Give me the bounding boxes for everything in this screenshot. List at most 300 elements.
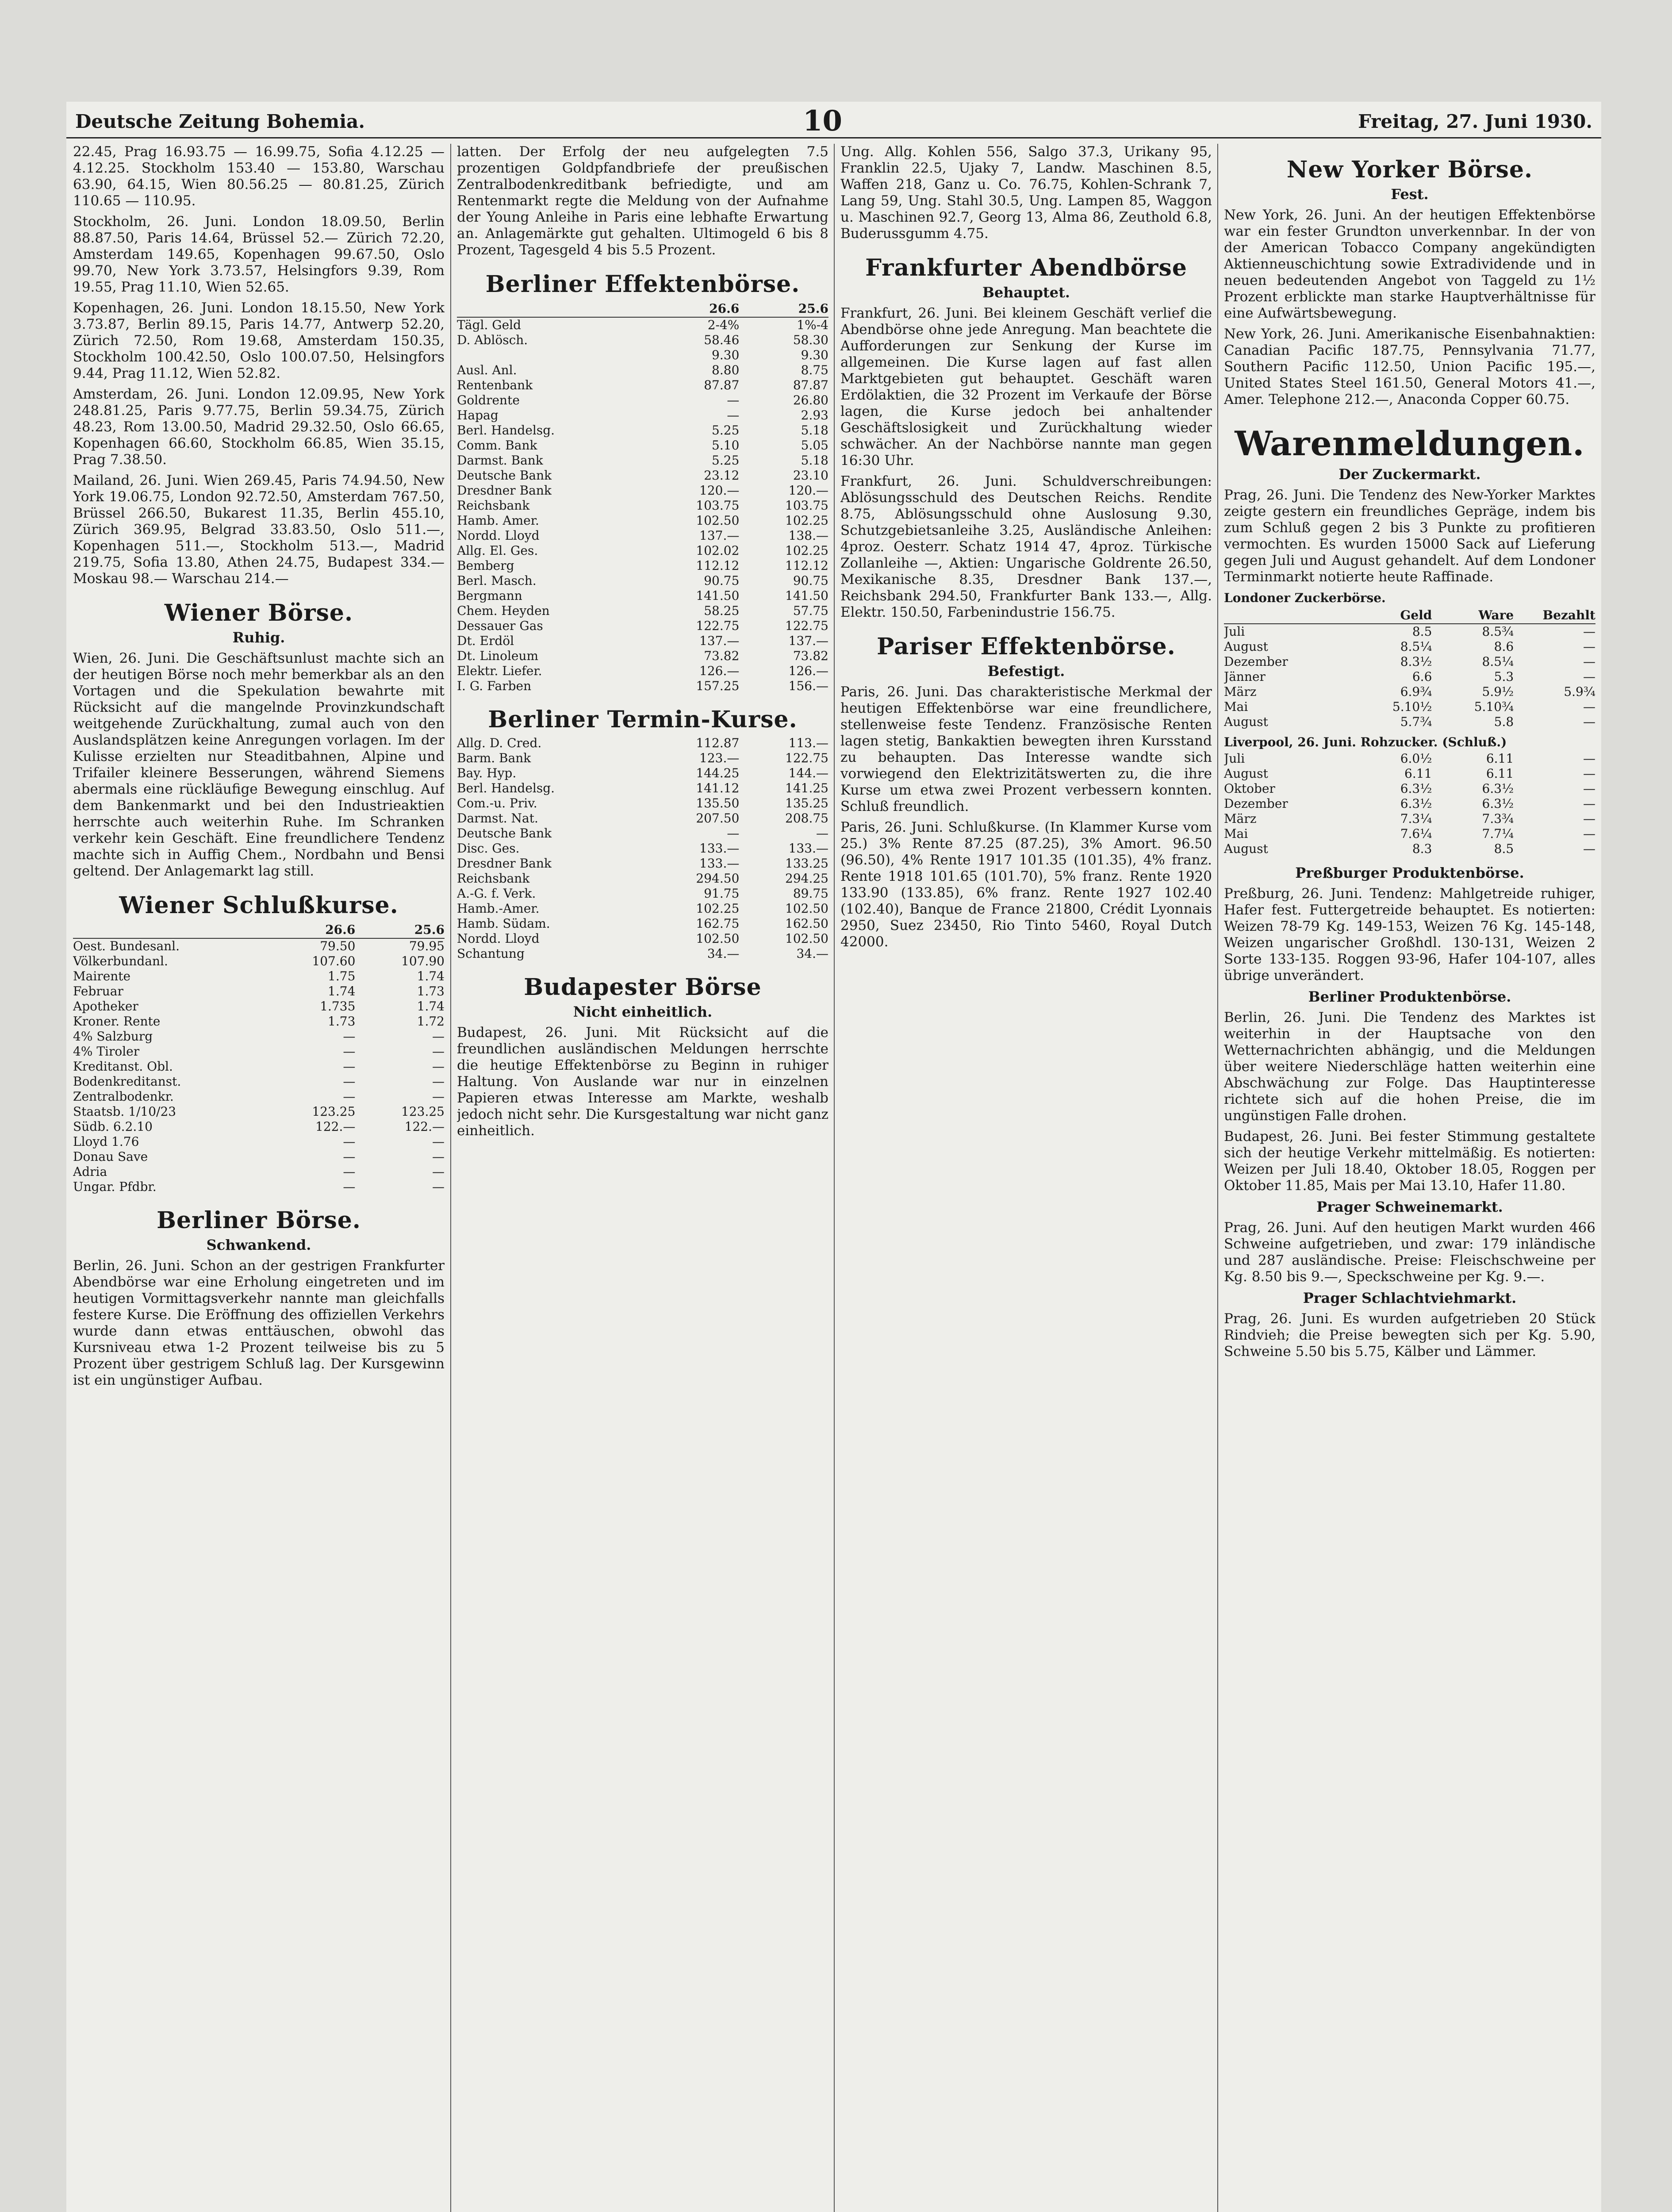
security-name: [457, 348, 650, 363]
quote-value: 102.25: [696, 901, 740, 916]
quote-value: 1.74: [417, 999, 445, 1014]
pariser-effektenboerse-subheading: Befestigt.: [987, 663, 1065, 680]
table-row: [457, 438, 828, 453]
quote-value: 73.82: [793, 649, 828, 663]
prager-schweinemarkt-heading: Prager Schweinemarkt.: [1316, 1198, 1503, 1215]
security-name: Kreditanst. Obl.: [73, 1059, 173, 1074]
security-name: Bemberg: [457, 558, 514, 573]
security-name: Oest. Bundesanl.: [73, 939, 180, 953]
security-name: Deutsche Bank: [457, 826, 552, 841]
table-row: [73, 1104, 445, 1119]
table-row: [73, 984, 445, 999]
quote-value: —: [432, 1134, 445, 1149]
column-rule: [1217, 144, 1218, 2212]
table-row: [73, 1149, 445, 1164]
quote-value: 135.25: [785, 796, 828, 810]
quote-value: 5.18: [801, 453, 828, 468]
security-name: Reichsbank: [457, 498, 530, 513]
price-value: 5.10¾: [1474, 699, 1514, 714]
quote-value: 141.25: [785, 781, 828, 795]
security-name: Kroner. Rente: [73, 1014, 161, 1029]
price-value: 7.7¼: [1482, 826, 1514, 841]
table-row: [457, 468, 828, 483]
security-name: A.-G. f. Verk.: [457, 886, 536, 901]
quote-value: —: [727, 408, 740, 422]
security-name: Disc. Ges.: [457, 841, 520, 856]
table-row: [457, 766, 828, 781]
security-name: Tägl. Geld: [457, 318, 522, 332]
table-row: [73, 1074, 445, 1089]
schlusskurse-table-header: 26.6 25.6: [73, 922, 445, 939]
quote-value: 1.73: [417, 984, 445, 998]
price-value: —: [1583, 699, 1595, 714]
quote-value: 90.75: [793, 573, 828, 588]
londoner-zuckerboerse-heading: Londoner Zuckerbörse.: [1224, 591, 1386, 605]
effekten-table: [457, 318, 828, 694]
table-row: [73, 969, 445, 984]
quote-value: 5.25: [712, 453, 740, 468]
table-row: [1224, 751, 1595, 766]
month-label: Dezember: [1224, 654, 1288, 669]
security-name: Dessauer Gas: [457, 618, 543, 633]
table-row: [1224, 699, 1595, 714]
security-name: Dt. Linoleum: [457, 649, 539, 663]
price-value: 6.11: [1486, 766, 1514, 781]
berliner-boerse-heading: Berliner Börse.: [157, 1207, 361, 1234]
quote-value: —: [727, 393, 740, 407]
quote-value: 133.—: [788, 841, 828, 856]
table-row: [73, 954, 445, 969]
security-name: Allg. El. Ges.: [457, 543, 538, 558]
quote-value: 79.95: [409, 939, 445, 953]
berlin-market-text: latten. Der Erfolg der neu aufgelegten 7.5 prozentigen Goldpfandbriefe der preußischen Zentralbodenkreditbank befriedigte, und am Rentenmarkt regte die Meldung von der Aufnahme der Young Anleihe in Paris eine lebhafte Erwartung an. Anlagemärkte gut gehalten. Ultimogeld 6 bis 8 Prozent, Tagesgeld 4 bis 5.5 Prozent.: [457, 144, 828, 258]
column-rule: [450, 144, 451, 2212]
security-name: Schantung: [457, 946, 525, 961]
security-name: Lloyd 1.76: [73, 1134, 139, 1149]
quote-value: 1%-4: [797, 318, 828, 332]
price-value: 6.6: [1412, 669, 1432, 684]
quote-value: 91.75: [704, 886, 740, 901]
price-value: 6.0½: [1400, 751, 1432, 766]
quote-value: 8.75: [801, 363, 828, 377]
table-row: [1224, 624, 1595, 639]
table-row: [73, 1179, 445, 1194]
pariser-schlusskurse: Paris, 26. Juni. Schlußkurse. (In Klammer Kurse vom 25.) 3% Rente 87.25 (87.25), 3% Amort. 96.50 (96.50), 4% Rente 1917 101.35 (101.35), 4% franz. Rente 1918 101.65 (101.70), 5% franz. Rente 1920 133.90 (133.85), 6% franz. Rente 1927 102.40 (102.40), Banque de France 21800, Crédit Lyonnais 2950, Suez 23450, Rio Tinto 5460, Royal Dutch 42000.: [840, 819, 1212, 950]
berliner-boerse-subheading: Schwankend.: [206, 1237, 311, 1253]
table-row: [73, 1044, 445, 1059]
security-name: Chem. Heyden: [457, 603, 550, 618]
termin-table: [457, 736, 828, 961]
table-row: [457, 543, 828, 558]
quote-value: —: [343, 1134, 356, 1149]
price-value: 6.3½: [1400, 796, 1432, 811]
table-row: [1224, 766, 1595, 781]
berliner-produktenboerse-report: Berlin, 26. Juni. Die Tendenz des Marktes ist weiterhin in der Hauptsache von den Wetternachrichten abhängig, und die Meldungen über weitere Niederschläge hatten weiterhin eine Abschwächung zur Folge. Das Hauptinteresse richtete sich auf die hohen Preise, die im ungünstigen Falle drohen.: [1224, 1010, 1595, 1124]
month-label: März: [1224, 684, 1257, 699]
berliner-termin-kurse-heading: Berliner Termin-Kurse.: [488, 706, 798, 733]
security-name: Südb. 6.2.10: [73, 1119, 153, 1134]
quote-value: 102.50: [696, 931, 740, 946]
pariser-effektenboerse-report: Paris, 26. Juni. Das charakteristische Merkmal der heutigen Effektenbörse war eine freundlichere, stellenweise feste Tendenz. Französische Renten lagen stetig, Bankaktien bewegten ihren Kursstand zu behaupten. Das Interesse wandte sich vorwiegend den Elektrizitätswerten zu, die ihre Kurse um etwa zwei Prozent verbessern konnten. Schluß freundlich.: [840, 684, 1212, 814]
month-label: August: [1224, 714, 1268, 729]
table-row: [1224, 841, 1595, 856]
security-name: Barm. Bank: [457, 751, 531, 765]
security-name: Berl. Handelsg.: [457, 781, 555, 795]
table-row: [457, 901, 828, 916]
quote-value: 1.73: [328, 1014, 356, 1029]
table-row: [73, 1164, 445, 1179]
price-value: —: [1583, 669, 1595, 684]
table-row: [73, 999, 445, 1014]
price-value: 8.5¼: [1400, 639, 1432, 654]
wiener-boerse-heading: Wiener Börse.: [164, 599, 353, 626]
security-name: Völkerbundanl.: [73, 954, 168, 968]
london-table: [1224, 624, 1595, 730]
quote-value: 294.50: [696, 871, 740, 886]
table-row: [457, 393, 828, 408]
quote-value: 1.735: [320, 999, 356, 1014]
security-name: Dresdner Bank: [457, 856, 552, 871]
quote-value: 120.—: [699, 483, 740, 498]
month-label: Dezember: [1224, 796, 1288, 811]
security-name: Februar: [73, 984, 123, 998]
quote-value: 162.75: [696, 916, 740, 931]
table-row: [457, 588, 828, 603]
price-value: —: [1583, 714, 1595, 729]
table-row: [457, 498, 828, 513]
prager-schlachtviehmarkt-report: Prag, 26. Juni. Es wurden aufgetrieben 20 Stück Rindvieh; die Preise bewegten sich per Kg. 5.90, Schweine 5.50 bis 5.75, Kälber und Lämmer.: [1224, 1311, 1595, 1359]
table-row: [1224, 669, 1595, 684]
quote-value: 58.46: [704, 333, 740, 347]
table-row: [457, 348, 828, 363]
quote-value: 120.—: [788, 483, 828, 498]
security-name: Dresdner Bank: [457, 483, 552, 498]
quote-value: 102.50: [785, 901, 828, 916]
table-row: [457, 558, 828, 573]
security-name: Ungar. Pfdbr.: [73, 1179, 157, 1194]
price-value: —: [1583, 781, 1595, 796]
security-name: Apotheker: [73, 999, 138, 1014]
security-name: Reichsbank: [457, 871, 530, 886]
table-row: [457, 796, 828, 811]
quote-value: —: [343, 1074, 356, 1089]
price-value: 5.3: [1494, 669, 1514, 684]
budapest-produkte-report: Budapest, 26. Juni. Bei fester Stimmung gestaltete sich der heutige Verkehr mittelmäßig. Es notierten: Weizen per Juli 18.40, Oktober 18.05, Roggen per Oktober 11.85, Mais per Mai 13.10, Hafer 11.80.: [1224, 1129, 1595, 1194]
table-row: [457, 886, 828, 901]
table-row: [73, 1119, 445, 1134]
wiener-schlusskurse-heading: Wiener Schlußkurse.: [119, 892, 399, 919]
schlusskurse-table: [73, 939, 445, 1194]
price-value: 7.3¾: [1482, 811, 1514, 826]
month-label: Jänner: [1224, 669, 1266, 684]
quote-value: —: [343, 1029, 356, 1044]
liverpool-table: [1224, 751, 1595, 856]
budapester-boerse-heading: Budapester Börse: [524, 974, 762, 1001]
price-value: 7.3¼: [1400, 811, 1432, 826]
page-header: [66, 102, 1601, 138]
price-value: 8.5¾: [1482, 624, 1514, 639]
security-name: 4% Tiroler: [73, 1044, 140, 1059]
quote-value: 102.50: [785, 931, 828, 946]
security-name: I. G. Farben: [457, 679, 532, 693]
price-value: —: [1583, 639, 1595, 654]
quote-value: 144.—: [788, 766, 828, 780]
quote-value: —: [816, 826, 828, 841]
frankfurter-abendboerse-report: Frankfurt, 26. Juni. Bei kleinem Geschäft verlief die Abendbörse ohne jede Anregung. Man beachtete die Aufforderungen zur Senkung der Kurse im allgemeinen. Die Kurse lagen auf fast allen Marktgebieten gut behauptet. Geschäft waren Erdölaktien, die 32 Prozent im Verkaufe der Börse lagen, die Kurse jedoch bei anhaltender Geschäftslosigkeit und Zurückhaltung wieder schwächer. An der Nachbörse nannte man gegen 16:30 Uhr.: [840, 305, 1212, 469]
price-value: 5.8: [1494, 714, 1514, 729]
quote-value: 122.75: [785, 751, 828, 765]
quote-value: —: [432, 1059, 445, 1074]
stockholm-rates: Stockholm, 26. Juni. London 18.09.50, Berlin 88.87.50, Paris 14.64, Brüssel 52.— Zürich 72.20, Amsterdam 149.65, Kopenhagen 99.67.50, Oslo 99.70, New York 3.73.57, Helsingfors 9.39, Rom 19.55, Prag 11.10, Wien 52.65.: [73, 214, 445, 295]
zuckermarkt-heading: Der Zuckermarkt.: [1338, 466, 1481, 483]
quote-value: —: [432, 1149, 445, 1164]
berliner-boerse-report: Berlin, 26. Juni. Schon an der gestrigen Frankfurter Abendbörse war eine Erholung eingetreten und im heutigen Vormittagsverkehr nannte man gleichfalls festere Kurse. Die Eröffnung des offiziellen Verkehrs wurde dann etwas enttäuschen, obwohl das Kursniveau etwa 1-2 Prozent teilweise bis zu 5 Prozent über gestrigem Schluß lag. Der Kursgewinn ist ein ungünstiger Aufbau.: [73, 1258, 445, 1388]
quote-value: 138.—: [788, 528, 828, 543]
quote-value: 2.93: [801, 408, 828, 422]
table-row: [457, 826, 828, 841]
price-value: 8.3½: [1400, 654, 1432, 669]
table-row: [73, 1059, 445, 1074]
price-value: 6.9¾: [1400, 684, 1432, 699]
table-row: [73, 1014, 445, 1029]
quote-value: 133.—: [699, 856, 740, 871]
price-value: —: [1583, 751, 1595, 766]
quote-value: 23.10: [793, 468, 828, 483]
price-value: 8.5: [1412, 624, 1432, 639]
quote-value: 102.25: [785, 513, 828, 528]
quote-value: 107.60: [312, 954, 356, 968]
quote-value: 102.02: [696, 543, 740, 558]
price-value: —: [1583, 841, 1595, 856]
security-name: Hapag: [457, 408, 499, 422]
security-name: Staatsb. 1/10/23: [73, 1104, 176, 1119]
quote-value: 122.—: [404, 1119, 445, 1134]
quote-value: —: [343, 1179, 356, 1194]
security-name: D. Ablösch.: [457, 333, 528, 347]
price-value: 5.9½: [1482, 684, 1514, 699]
quote-value: 107.90: [401, 954, 445, 968]
month-label: August: [1224, 639, 1268, 654]
table-row: [457, 618, 828, 634]
price-value: 8.6: [1494, 639, 1514, 654]
table-row: [1224, 796, 1595, 811]
security-name: Nordd. Lloyd: [457, 931, 540, 946]
price-value: —: [1583, 796, 1595, 811]
quote-value: 156.—: [788, 679, 828, 693]
security-name: Berl. Masch.: [457, 573, 537, 588]
quote-value: —: [343, 1164, 356, 1179]
quote-value: 5.25: [712, 423, 740, 438]
quote-value: 1.75: [328, 969, 356, 983]
quote-value: 8.80: [712, 363, 740, 377]
quote-value: 144.25: [696, 766, 740, 780]
quote-value: 113.—: [788, 736, 828, 750]
month-label: Juli: [1224, 624, 1245, 639]
table-row: [457, 333, 828, 348]
security-name: Hamb.-Amer.: [457, 901, 540, 916]
quote-value: 122.—: [315, 1119, 356, 1134]
price-value: —: [1583, 624, 1595, 639]
new-yorker-boerse-heading: New Yorker Börse.: [1286, 156, 1533, 183]
security-name: Rentenbank: [457, 378, 533, 392]
quote-value: 133.25: [785, 856, 828, 871]
berliner-produktenboerse-heading: Berliner Produktenbörse.: [1308, 988, 1511, 1005]
security-name: Dt. Erdöl: [457, 634, 514, 648]
table-row: [457, 573, 828, 588]
amsterdam-rates: Amsterdam, 26. Juni. London 12.09.95, New York 248.81.25, Paris 9.77.75, Berlin 59.34.75, Zürich 48.23, Rom 13.00.50, Madrid 29.32.50, Oslo 66.65, Kopenhagen 66.60, Stockholm 66.85, Wien 35.15, Prag 7.38.50.: [73, 386, 445, 468]
prager-schlachtviehmarkt-heading: Prager Schlachtviehmarkt.: [1303, 1290, 1517, 1306]
price-value: 6.3½: [1482, 796, 1514, 811]
price-value: 8.5¼: [1482, 654, 1514, 669]
security-name: Bay. Hyp.: [457, 766, 517, 780]
table-row: [1224, 811, 1595, 826]
effekten-table-header: 26.6 25.6: [457, 300, 828, 318]
quote-value: 123.25: [401, 1104, 445, 1119]
quote-value: 126.—: [788, 664, 828, 678]
quote-value: 133.—: [699, 841, 740, 856]
table-row: [1224, 714, 1595, 730]
quote-value: 122.75: [785, 618, 828, 633]
price-value: 6.3½: [1482, 781, 1514, 796]
quote-value: 137.—: [699, 528, 740, 543]
pressburger-produktenboerse-heading: Preßburger Produktenbörse.: [1295, 864, 1524, 881]
mailand-rates: Mailand, 26. Juni. Wien 269.45, Paris 74.94.50, New York 19.06.75, London 92.72.50, Amsterdam 767.50, Brüssel 266.50, Bukarest 11.35, Berlin 455.10, Zürich 369.95, Belgrad 33.83.50, Oslo 511.—, Kopenhagen 511.—, Stockholm 513.—, Madrid 219.75, Sofia 13.80, Athen 24.75, Budapest 334.— Moskau 98.— Warschau 214.—: [73, 472, 445, 587]
security-name: Zentralbodenkr.: [73, 1089, 174, 1104]
security-name: Hamb. Südam.: [457, 916, 550, 931]
prager-schweinemarkt-report: Prag, 26. Juni. Auf den heutigen Markt wurden 466 Schweine aufgetrieben, und zwar: 179 inländische und 287 ausländische. Preise: Fleischschweine per Kg. 8.50 bis 9.—, Speckschweine per Kg. 9.—.: [1224, 1220, 1595, 1285]
wiener-boerse-subheading: Ruhig.: [232, 629, 285, 646]
quote-value: 5.10: [712, 438, 740, 453]
quote-value: 112.12: [696, 558, 740, 573]
new-york-quotes: New York, 26. Juni. Amerikanische Eisenbahnaktien: Canadian Pacific 187.75, Pennsylvania 71.77, Southern Pacific 112.50, Union Pacific 195.—, United States Steel 161.50, General Motors 41.—, Amer. Telephone 212.—, Anaconda Copper 60.75.: [1224, 326, 1595, 407]
price-value: 5.7¾: [1400, 714, 1432, 729]
frankfurter-abendboerse-heading: Frankfurter Abendbörse: [865, 254, 1187, 281]
security-name: 4% Salzburg: [73, 1029, 153, 1044]
table-row: [457, 841, 828, 856]
month-label: Mai: [1224, 699, 1248, 714]
quote-value: 207.50: [696, 811, 740, 826]
quote-value: 157.25: [696, 679, 740, 693]
issue-date: Freitag, 27. Juni 1930.: [1358, 111, 1592, 132]
quote-value: 1.74: [417, 969, 445, 983]
quote-value: —: [432, 1179, 445, 1194]
table-row: [457, 931, 828, 946]
table-row: [457, 423, 828, 438]
quote-value: 135.50: [696, 796, 740, 810]
quote-value: 141.50: [696, 588, 740, 603]
table-row: [457, 378, 828, 393]
table-row: [1224, 654, 1595, 669]
zuckermarkt-report: Prag, 26. Juni. Die Tendenz des New-Yorker Marktes zeigte gestern ein freundliches Gepräge, indem bis zum Schluß gegen 2 bis 3 Punkte zu profitieren vermochten. Es wurden 15000 Sack auf Lieferung gegen Juli und August gehandelt. Auf dem Londoner Terminmarkt notierte heute Raffinade.: [1224, 487, 1595, 585]
berliner-effektenboerse-heading: Berliner Effektenbörse.: [485, 271, 800, 298]
price-value: 6.11: [1486, 751, 1514, 766]
exchange-rates-intro: 22.45, Prag 16.93.75 — 16.99.75, Sofia 4.12.25 — 4.12.25. Stockholm 153.40 — 153.80, Warschau 63.90, 64.15, Wien 80.56.25 — 80.81.25, Zürich 110.65 — 110.95.: [73, 144, 445, 209]
quote-value: 141.50: [785, 588, 828, 603]
table-row: [1224, 826, 1595, 841]
security-name: Nordd. Lloyd: [457, 528, 540, 543]
quote-value: 112.87: [696, 736, 740, 750]
quote-value: —: [432, 1044, 445, 1059]
table-row: [457, 916, 828, 931]
month-label: Mai: [1224, 826, 1248, 841]
quote-value: —: [343, 1089, 356, 1104]
quote-value: 5.18: [801, 423, 828, 438]
security-name: Bodenkreditanst.: [73, 1074, 181, 1089]
security-name: Darmst. Bank: [457, 453, 543, 468]
security-name: Comm. Bank: [457, 438, 537, 453]
newspaper-page: [66, 102, 1601, 2212]
security-name: Com.-u. Priv.: [457, 796, 537, 810]
security-name: Goldrente: [457, 393, 520, 407]
table-row: [1224, 781, 1595, 796]
quote-value: 123.—: [699, 751, 740, 765]
price-value: 8.5: [1494, 841, 1514, 856]
table-row: [1224, 684, 1595, 699]
price-value: —: [1583, 766, 1595, 781]
london-table-header: Geld Ware Bezahlt: [1224, 607, 1595, 624]
frankfurter-schuldverschreibungen: Frankfurt, 26. Juni. Schuldverschreibungen: Ablösungsschuld des Deutschen Reichs. Rendite 8.75, Ablösungsschuld ohne Auslosung 9.30, Schutzgebietsanleihe 3.25, Ausländische Anleihen: 4proz. Oesterr. Schatz 1914 47, 4proz. Türkische Zollanleihe —, Aktien: Ungarische Goldrente 26.50, Mexikanische 8.35, Dresdner Bank 137.—, Reichsbank 294.50, Frankfurter Bank 133.—, Allg. Elektr. 150.50, Farbenindustrie 156.75.: [840, 473, 1212, 620]
security-name: Berl. Handelsg.: [457, 423, 555, 438]
table-row: [457, 483, 828, 498]
table-row: [73, 939, 445, 954]
quote-value: 162.50: [785, 916, 828, 931]
table-row: [457, 634, 828, 649]
table-row: [73, 1029, 445, 1044]
quote-value: 102.50: [696, 513, 740, 528]
price-value: 5.9¾: [1564, 684, 1595, 699]
column-3: [840, 144, 1212, 2212]
table-row: [457, 318, 828, 333]
table-row: [1224, 639, 1595, 654]
quote-value: 58.25: [704, 603, 740, 618]
quote-value: 73.82: [704, 649, 740, 663]
table-row: [457, 781, 828, 796]
price-value: —: [1583, 654, 1595, 669]
quote-value: 90.75: [704, 573, 740, 588]
security-name: Darmst. Nat.: [457, 811, 538, 826]
quote-value: 2-4%: [707, 318, 740, 332]
price-value: 5.10½: [1392, 699, 1432, 714]
table-row: [457, 363, 828, 378]
pariser-effektenboerse-heading: Pariser Effektenbörse.: [877, 633, 1176, 660]
quote-value: 34.—: [796, 946, 828, 961]
quote-value: 123.25: [312, 1104, 356, 1119]
quote-value: —: [432, 1089, 445, 1104]
quote-value: —: [432, 1074, 445, 1089]
quote-value: 126.—: [699, 664, 740, 678]
quote-value: 9.30: [712, 348, 740, 362]
quote-value: —: [343, 1149, 356, 1164]
price-value: 6.3½: [1400, 781, 1432, 796]
security-name: Donau Save: [73, 1149, 148, 1164]
quote-value: 5.05: [801, 438, 828, 453]
quote-value: 89.75: [793, 886, 828, 901]
new-yorker-boerse-report: New York, 26. Juni. An der heutigen Effektenbörse war ein fester Grundton unverkennbar. In der von der American Tobacco Company angekündigten Aktienneuschichtung sowie Extradividende und in neuen bedeutenden Angebot von Taggeld zu 1½ Prozent erblickte man starke Hauptverhältnisse für eine Aufwärtsbewegung.: [1224, 207, 1595, 321]
table-row: [457, 664, 828, 679]
table-row: [457, 946, 828, 961]
quote-value: 9.30: [801, 348, 828, 362]
security-name: Bergmann: [457, 588, 522, 603]
table-row: [457, 811, 828, 826]
column-1: [73, 144, 445, 2212]
table-row: [457, 408, 828, 423]
budapester-boerse-report: Budapest, 26. Juni. Mit Rücksicht auf die freundlichen ausländischen Meldungen herrschte die heutige Effektenbörse zu Beginn in ruhiger Haltung. Von Auslande war nur in einzelnen Papieren etwas Interesse am Markte, weshalb jedoch nicht sehr. Die Kursgestaltung war nicht ganz einheitlich.: [457, 1025, 828, 1139]
month-label: August: [1224, 766, 1268, 781]
quote-value: 137.—: [788, 634, 828, 648]
security-name: Adria: [73, 1164, 107, 1179]
quote-value: 1.72: [417, 1014, 445, 1029]
table-row: [457, 528, 828, 543]
